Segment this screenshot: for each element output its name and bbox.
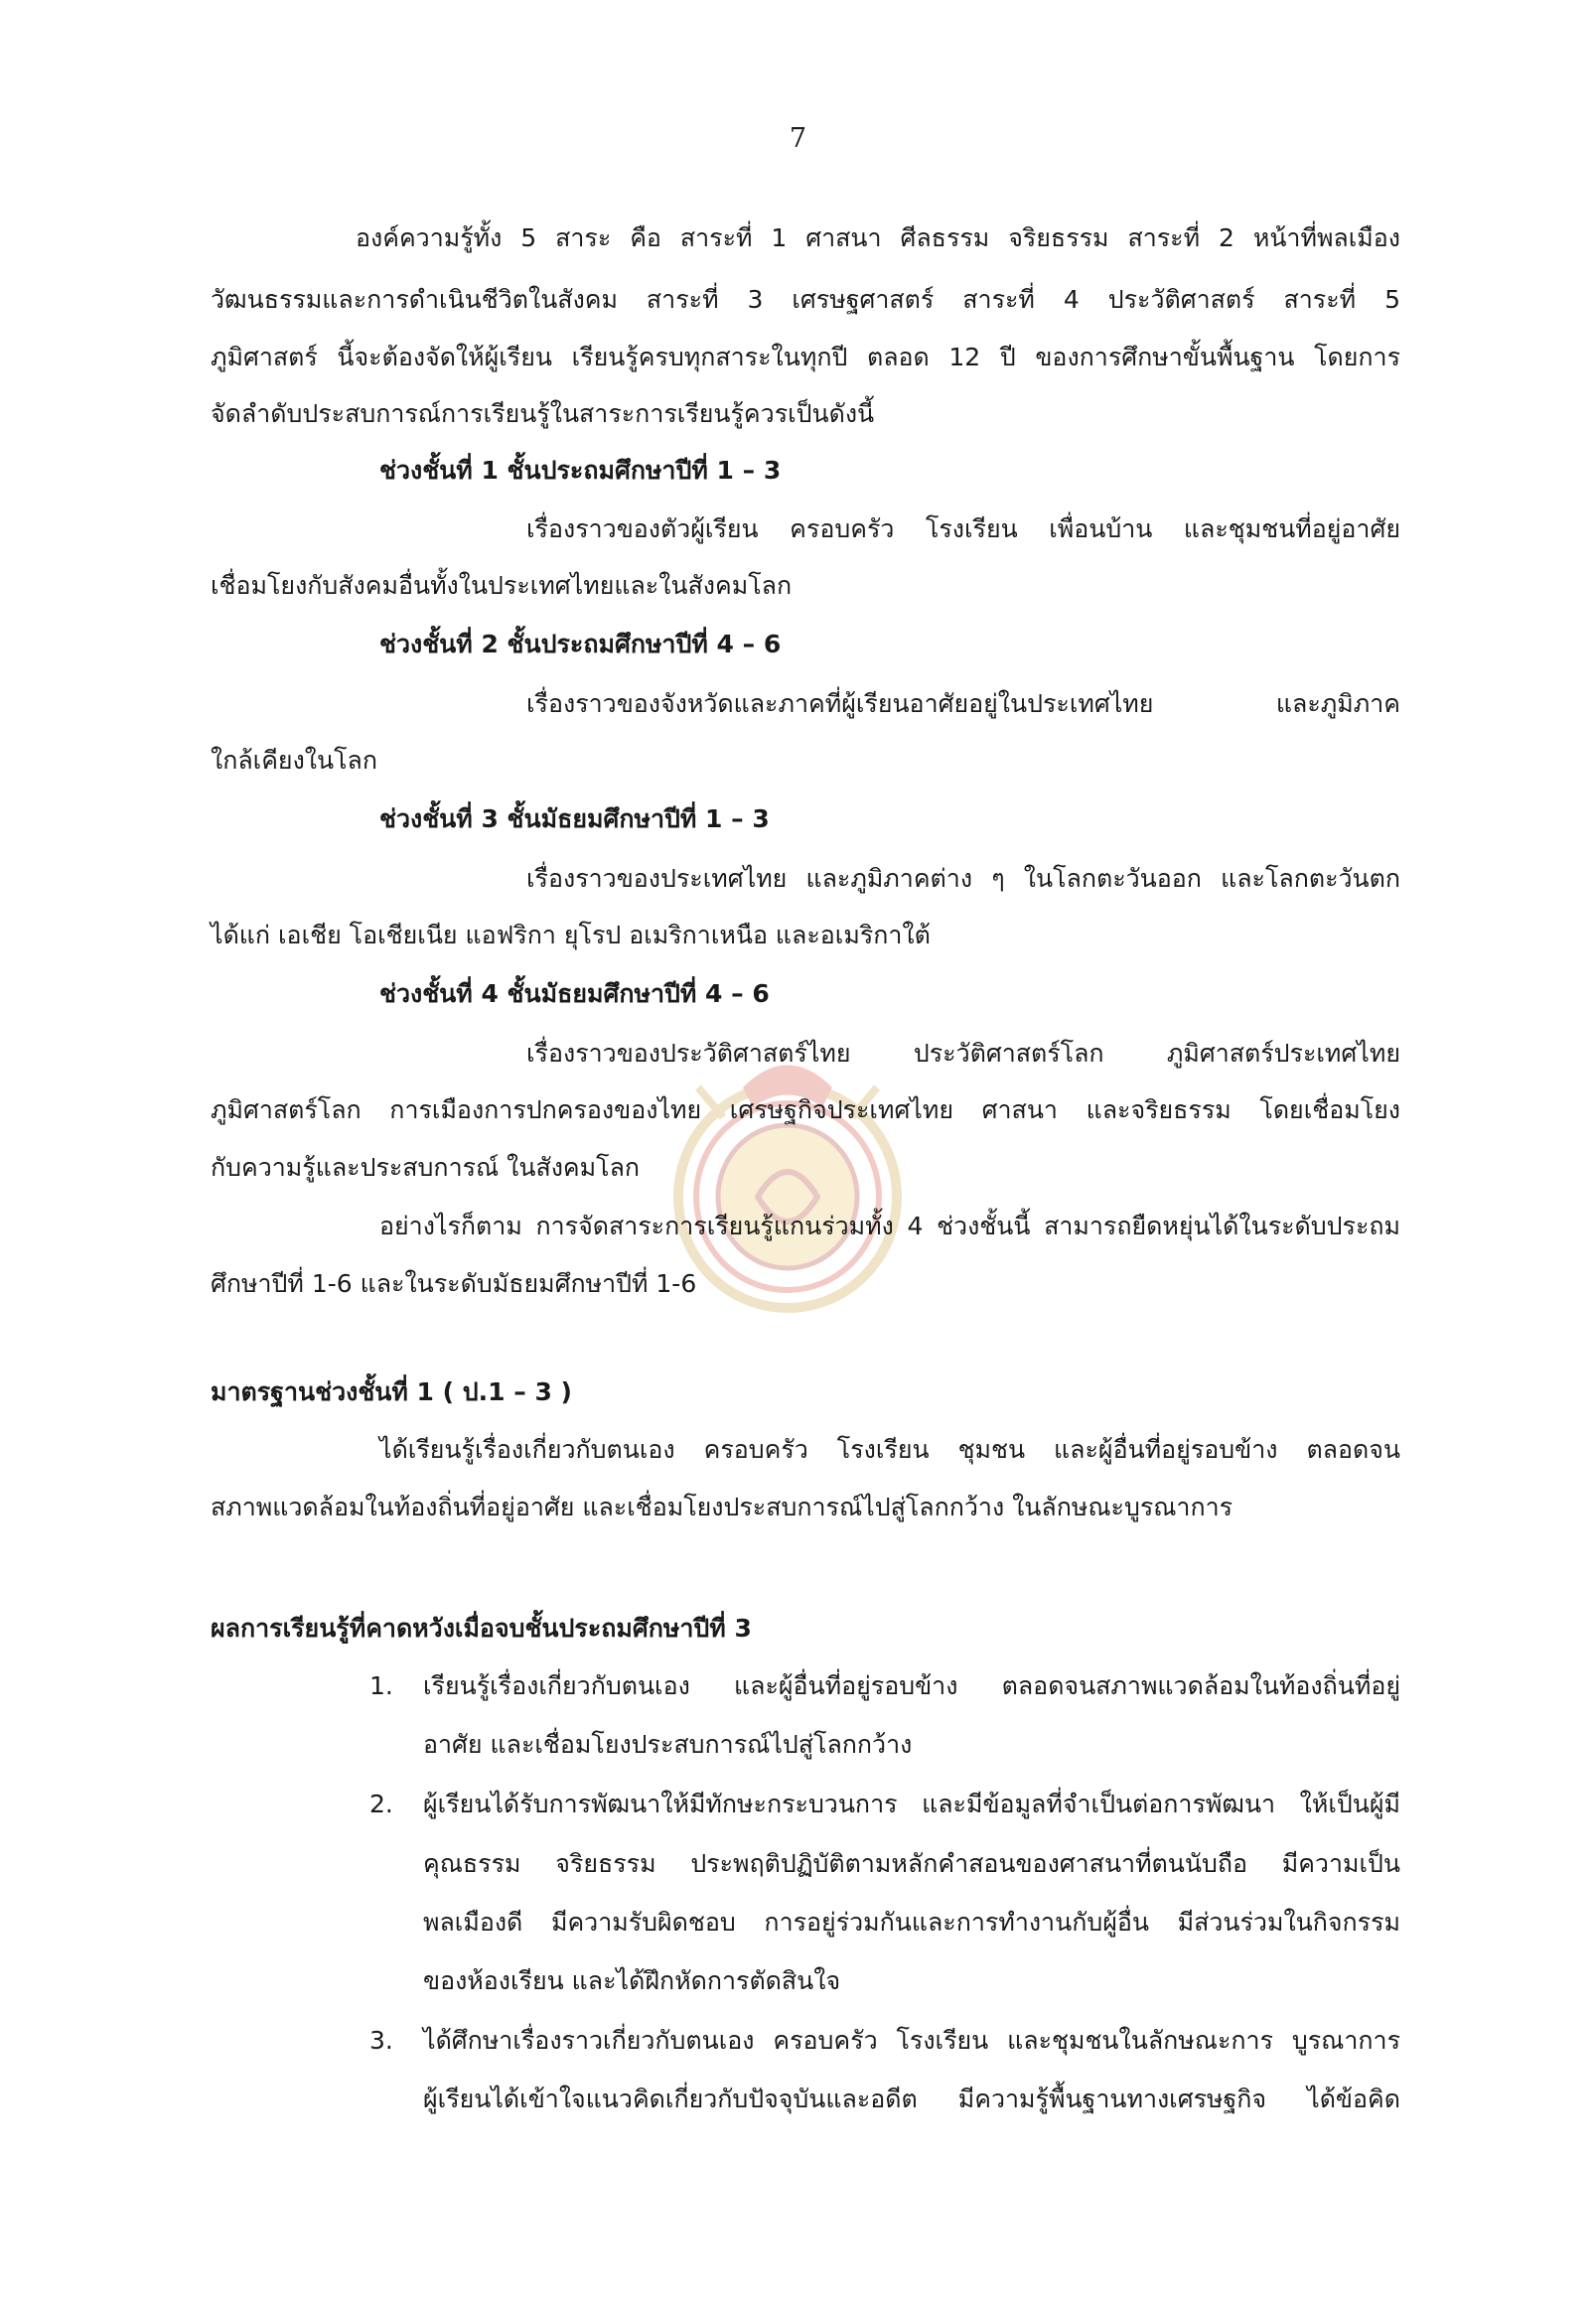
standard-heading: มาตรฐานช่วงชั้นที่ 1 ( ป.1 – 3 ) [211, 1377, 572, 1406]
stage-heading: ช่วงชั้นที่ 3 ชั้นมัธยมศึกษาปีที่ 1 – 3 [379, 804, 770, 833]
list-item-line: ผู้เรียนได้รับการพัฒนาให้มีทักษะกระบวนการ และมีข้อมูลที่จำเป็นต่อการพัฒนา ให้เป็นผู้มี [423, 1790, 1400, 1818]
ministry-seal-watermark [663, 1048, 912, 1316]
stage-text: เรื่องราวของจังหวัดและภาคที่ผู้เรียนอาศัยอยู่ในประเทศไทย และภูมิภาค [526, 689, 1400, 718]
stage-heading: ช่วงชั้นที่ 2 ชั้นประถมศึกษาปีที่ 4 – 6 [379, 630, 782, 658]
stage-text: ภูมิศาสตร์โลก การเมืองการปกครองของไทย เศรษฐกิจประเทศไทย ศาสนา และจริยธรรม โดยเชื่อมโยง [211, 1095, 1400, 1124]
list-item-line: คุณธรรม จริยธรรม ประพฤติปฏิบัติตามหลักคำสอนของศาสนาที่ตนนับถือ มีความเป็น [423, 1849, 1400, 1878]
list-item-line: ของห้องเรียน และได้ฝึกหัดการตัดสินใจ [423, 1966, 841, 1995]
list-number: 2. [369, 1790, 393, 1818]
intro-line: วัฒนธรรมและการดำเนินชีวิตในสังคม สาระที่ 3 เศรษฐศาสตร์ สาระที่ 4 ประวัติศาสตร์ สาระที่ 5 [211, 285, 1400, 314]
standard-text: ได้เรียนรู้เรื่องเกี่ยวกับตนเอง ครอบครัว โรงเรียน ชุมชน และผู้อื่นที่อยู่รอบข้าง ตลอดจน [379, 1435, 1400, 1464]
stage-text: เรื่องราวของตัวผู้เรียน ครอบครัว โรงเรียน เพื่อนบ้าน และชุมชนที่อยู่อาศัย [526, 514, 1400, 543]
stage-text: กับความรู้และประสบการณ์ ในสังคมโลก [211, 1153, 641, 1182]
list-item-line: ได้ศึกษาเรื่องราวเกี่ยวกับตนเอง ครอบครัว โรงเรียน และชุมชนในลักษณะการ บูรณาการ [423, 2026, 1400, 2055]
stage-text: ได้แก่ เอเชีย โอเชียเนีย แอฟริกา ยุโรป อเมริกาเหนือ และอเมริกาใต้ [211, 921, 931, 949]
list-item-line: ผู้เรียนได้เข้าใจแนวคิดเกี่ยวกับปัจจุบันและอดีต มีความรู้พื้นฐานทางเศรษฐกิจ ได้ข้อคิด [423, 2085, 1400, 2113]
page-number: 7 [789, 123, 807, 154]
intro-line: ภูมิศาสตร์ นี้จะต้องจัดให้ผู้เรียน เรียนรู้ครบทุกสาระในทุกปี ตลอด 12 ปี ของการศึกษาขั้นพื้นฐาน โดยการ [211, 343, 1400, 371]
intro-line: องค์ความรู้ทั้ง 5 สาระ คือ สาระที่ 1 ศาสนา ศีลธรรม จริยธรรม สาระที่ 2 หน้าที่พลเมือง [356, 223, 1400, 252]
flex-text: ศึกษาปีที่ 1-6 และในระดับมัธยมศึกษาปีที่ 1-6 [211, 1269, 697, 1298]
standard-text: สภาพแวดล้อมในท้องถิ่นที่อยู่อาศัย และเชื่อมโยงประสบการณ์ไปสู่โลกกว้าง ในลักษณะบูรณาการ [211, 1493, 1233, 1521]
list-item-line: เรียนรู้เรื่องเกี่ยวกับตนเอง และผู้อื่นที่อยู่รอบข้าง ตลอดจนสภาพแวดล้อมในท้องถิ่นที่อยู่ [423, 1671, 1400, 1700]
stage-text: ใกล้เคียงในโลก [211, 746, 377, 775]
stage-text: เรื่องราวของประวัติศาสตร์ไทย ประวัติศาสตร์โลก ภูมิศาสตร์ประเทศไทย [526, 1039, 1400, 1068]
flex-text: อย่างไรก็ตาม การจัดสาระการเรียนรู้แกนร่วมทั้ง 4 ช่วงชั้นนี้ สามารถยืดหยุ่นได้ในระดับประถม [379, 1212, 1400, 1240]
stage-text: เรื่องราวของประเทศไทย และภูมิภาคต่าง ๆ ในโลกตะวันออก และโลกตะวันตก [526, 864, 1400, 893]
list-number: 3. [369, 2026, 393, 2055]
stage-heading: ช่วงชั้นที่ 1 ชั้นประถมศึกษาปีที่ 1 – 3 [379, 456, 782, 485]
stage-heading: ช่วงชั้นที่ 4 ชั้นมัธยมศึกษาปีที่ 4 – 6 [379, 979, 770, 1008]
outcomes-heading: ผลการเรียนรู้ที่คาดหวังเมื่อจบชั้นประถมศึกษาปีที่ 3 [211, 1614, 752, 1643]
stage-text: เชื่อมโยงกับสังคมอื่นทั้งในประเทศไทยและในสังคมโลก [211, 571, 793, 600]
list-number: 1. [369, 1671, 393, 1700]
intro-line: จัดลำดับประสบการณ์การเรียนรู้ในสาระการเรียนรู้ควรเป็นดังนี้ [211, 399, 875, 428]
list-item-line: พลเมืองดี มีความรับผิดชอบ การอยู่ร่วมกันและการทำงานกับผู้อื่น มีส่วนร่วมในกิจกรรม [423, 1908, 1400, 1937]
list-item-line: อาศัย และเชื่อมโยงประสบการณ์ไปสู่โลกกว้าง [423, 1730, 913, 1759]
